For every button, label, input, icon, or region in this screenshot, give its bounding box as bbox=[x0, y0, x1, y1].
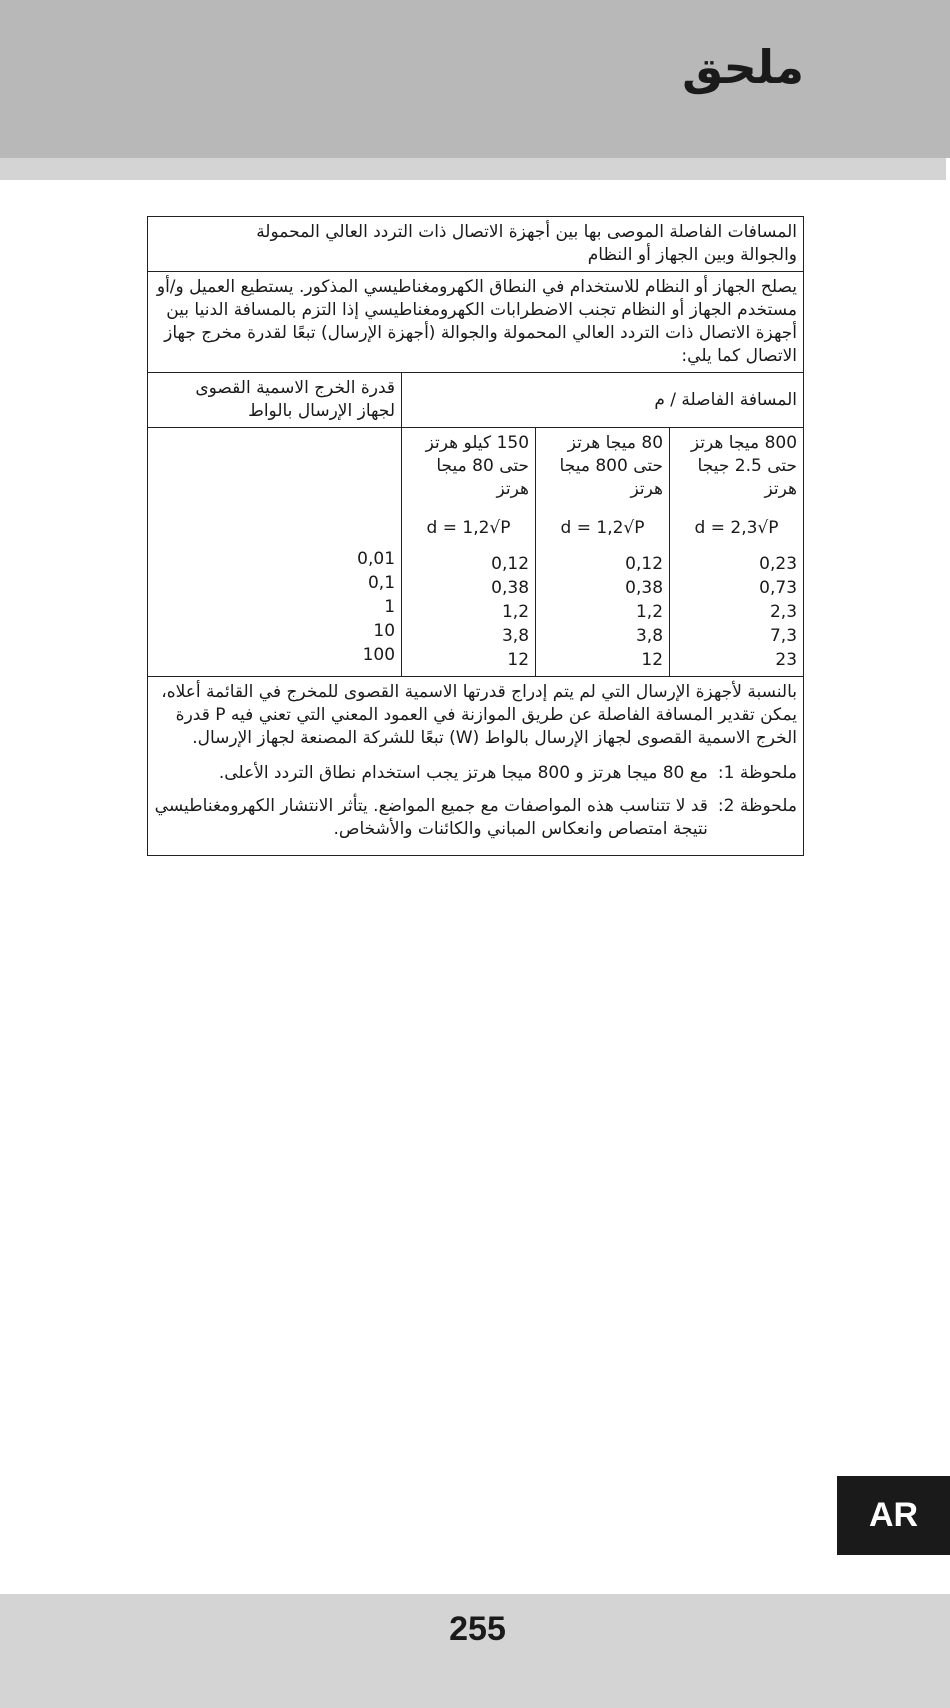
distance-value: 3,8 bbox=[635, 626, 664, 646]
freq-range-label: 800 ميجا هرتز حتى 2.5 جيجا هرتز bbox=[690, 433, 798, 499]
note-2-text: قد لا تتناسب هذه المواصفات مع جميع المواضع. يتأثر الانتشار الكهرومغناطيسي نتيجة امتصاص وانعكاس المباني والكائنات والأشخاص. bbox=[154, 796, 708, 839]
note-1-label: ملحوظة 1: bbox=[717, 763, 798, 783]
freq-range-column-3 bbox=[402, 428, 536, 677]
freq-range-label: 80 ميجا هرتز حتى 800 ميجا هرتز bbox=[559, 433, 664, 499]
distance-value: 23 bbox=[775, 650, 798, 670]
distance-formula: d = 2,3√P bbox=[694, 518, 779, 538]
power-value: 0,1 bbox=[367, 573, 396, 593]
freq-range-column-2 bbox=[536, 428, 670, 677]
table-title-line2: والجوالة وبين الجهاز أو النظام bbox=[587, 245, 798, 265]
note-1 bbox=[154, 762, 797, 785]
table-header-row bbox=[148, 373, 804, 428]
table-notes-cell bbox=[148, 677, 804, 856]
distance-value: 0,38 bbox=[625, 578, 664, 598]
distance-formula: d = 1,2√P bbox=[560, 518, 645, 538]
distance-value: 12 bbox=[641, 650, 664, 670]
distance-value: 0,38 bbox=[491, 578, 530, 598]
distance-value: 1,2 bbox=[501, 602, 530, 622]
note-2 bbox=[154, 795, 797, 841]
separation-distance-table bbox=[147, 216, 804, 856]
note-1-text: مع 80 ميجا هرتز و 800 ميجا هرتز يجب استخدام نطاق التردد الأعلى. bbox=[218, 763, 708, 783]
distance-value: 1,2 bbox=[635, 602, 664, 622]
header-band bbox=[0, 0, 950, 158]
table-intro-row bbox=[148, 272, 804, 373]
table-notes-row bbox=[148, 677, 804, 856]
table-data-row bbox=[148, 428, 804, 677]
power-value: 0,01 bbox=[357, 549, 396, 569]
distance-value: 12 bbox=[507, 650, 530, 670]
distance-value: 2,3 bbox=[769, 602, 798, 622]
page-number: 255 bbox=[449, 1610, 506, 1648]
distance-value: 0,12 bbox=[491, 554, 530, 574]
distance-value: 0,73 bbox=[759, 578, 798, 598]
power-values-column bbox=[148, 428, 402, 677]
distance-value: 7,3 bbox=[769, 626, 798, 646]
distance-value: 3,8 bbox=[501, 626, 530, 646]
distance-value: 0,12 bbox=[625, 554, 664, 574]
table-title-line1: المسافات الفاصلة الموصى بها بين أجهزة الاتصال ذات التردد العالي المحمولة bbox=[256, 222, 798, 242]
table-title-cell bbox=[148, 217, 804, 272]
note-2-label: ملحوظة 2: bbox=[717, 796, 798, 816]
power-value: 1 bbox=[384, 597, 396, 617]
language-badge: AR bbox=[837, 1476, 950, 1555]
header-divider-band bbox=[0, 158, 946, 180]
distance-column-header: المسافة الفاصلة / م bbox=[402, 373, 804, 428]
page-title: ملحق bbox=[682, 40, 804, 94]
table-title-row bbox=[148, 217, 804, 272]
table-footnote: بالنسبة لأجهزة الإرسال التي لم يتم إدراج قدرتها الاسمية القصوى للمخرج في القائمة أعلاه، يمكن تقدير المسافة الفاصلة عن طريق الموازنة في العمود المعني التي تعني فيه P قدرة الخرج الاسمية القصوى لجهاز الإرسال بالواط (W) تبعًا للشركة المصنعة لجهاز الإرسال. bbox=[161, 682, 798, 748]
distance-value: 0,23 bbox=[759, 554, 798, 574]
power-column-header: قدرة الخرج الاسمية القصوى لجهاز الإرسال بالواط bbox=[148, 373, 402, 428]
distance-formula: d = 1,2√P bbox=[426, 518, 511, 538]
freq-range-label: 150 كيلو هرتز حتى 80 ميجا هرتز bbox=[425, 433, 530, 499]
table-intro-text: يصلح الجهاز أو النظام للاستخدام في النطاق الكهرومغناطيسي المذكور. يستطيع العميل و/أو مستخدم الجهاز أو النظام تجنب الاضطرابات الكهرومغناطيسي إذا التزم بالمسافة الدنيا بين أجهزة الاتصال ذات التردد العالي المحمولة والجوالة (أجهزة الإرسال) تبعًا لقدرة مخرج جهاز الاتصال كما يلي: bbox=[148, 272, 804, 373]
power-value: 10 bbox=[373, 621, 396, 641]
power-value: 100 bbox=[362, 645, 396, 665]
freq-range-column-1 bbox=[670, 428, 804, 677]
